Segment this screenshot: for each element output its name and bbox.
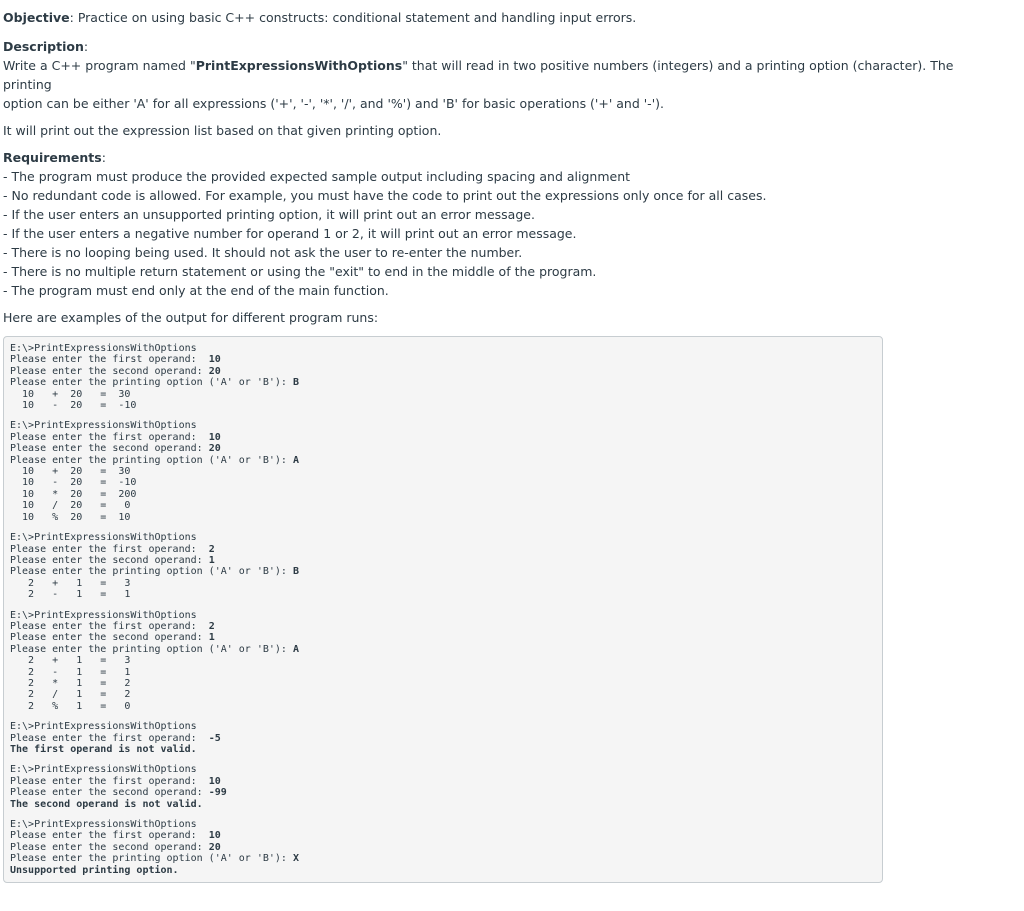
program-run: [10, 610, 882, 713]
console-line: Please enter the first operand: 2: [10, 543, 215, 555]
user-input-value: 20: [208, 365, 221, 377]
console-line: Please enter the printing option ('A' or 'B'): A: [10, 454, 299, 466]
objective-label: Objective: [3, 10, 70, 25]
program-run: [10, 764, 882, 810]
examples-intro: Here are examples of the output for different program runs:: [3, 310, 379, 325]
requirement-item: - There is no multiple return statement or using the "exit" to end in the middle of the program.: [3, 264, 597, 279]
console-line: 10 - 20 = -10: [10, 477, 137, 489]
console-line: E:\>PrintExpressionsWithOptions: [10, 819, 197, 831]
user-input-value: 2: [208, 620, 215, 632]
user-input-value: -99: [208, 787, 227, 799]
user-input-value: 20: [208, 841, 221, 853]
user-input-value: 2: [208, 543, 215, 555]
console-error-line: The first operand is not valid.: [10, 744, 197, 755]
console-error-line: Unsupported printing option.: [10, 864, 179, 876]
console-line: E:\>PrintExpressionsWithOptions: [10, 532, 197, 544]
console-line: 2 + 1 = 3: [10, 577, 131, 589]
console-line: Please enter the second operand: -99: [10, 787, 227, 799]
requirements-heading: Requirements:: [3, 150, 106, 165]
console-line: 10 / 20 = 0: [10, 500, 131, 512]
console-line: E:\>PrintExpressionsWithOptions: [10, 343, 197, 354]
user-input-value: -5: [208, 732, 221, 744]
user-input-value: A: [292, 454, 299, 466]
requirements-label: Requirements: [3, 150, 102, 165]
console-line: Please enter the second operand: 1: [10, 554, 215, 566]
user-input-value: 1: [208, 632, 215, 644]
description-line-2: option can be either 'A' for all expressions ('+', '-', '*', '/', and '%') and 'B' for basic operations ('+' and '-').: [3, 96, 664, 111]
program-run: [10, 343, 882, 411]
console-line: 10 + 20 = 30: [10, 466, 131, 478]
description-heading: Description:: [3, 39, 89, 54]
console-line: 2 - 1 = 1: [10, 666, 131, 678]
console-line: E:\>PrintExpressionsWithOptions: [10, 764, 197, 776]
description-label: Description: [3, 39, 84, 54]
console-line: 2 % 1 = 0: [10, 700, 131, 712]
user-input-value: 10: [208, 775, 221, 787]
console-line: Please enter the first operand: 10: [10, 775, 221, 787]
program-run: [10, 532, 882, 600]
user-input-value: 10: [208, 431, 221, 443]
user-input-value: 20: [208, 443, 221, 455]
requirement-item: - No redundant code is allowed. For example, you must have the code to print out the expressions only once for all cases.: [3, 188, 767, 203]
requirement-item: - The program must end only at the end of the main function.: [3, 283, 389, 298]
user-input-value: 1: [208, 554, 215, 566]
user-input-value: A: [292, 643, 299, 655]
console-line: Please enter the first operand: 10: [10, 354, 221, 366]
console-error-line: The second operand is not valid.: [10, 798, 203, 810]
console-line: Please enter the first operand: 2: [10, 620, 215, 632]
console-line: 2 * 1 = 2: [10, 677, 131, 689]
console-line: 10 - 20 = -10: [10, 400, 137, 412]
requirement-item: - If the user enters a negative number for operand 1 or 2, it will print out an error message.: [3, 226, 577, 241]
console-line: Please enter the printing option ('A' or 'B'): B: [10, 377, 299, 389]
console-line: 2 / 1 = 2: [10, 689, 131, 701]
console-line: E:\>PrintExpressionsWithOptions: [10, 609, 197, 621]
console-line: 2 + 1 = 3: [10, 655, 131, 667]
description-line-1: Write a C++ program named "PrintExpressionsWithOptions" that will read in two positive numbers (integers) and a printing option (character). The printing: [3, 58, 958, 92]
console-line: Please enter the printing option ('A' or 'B'): X: [10, 853, 299, 865]
console-line: Please enter the printing option ('A' or 'B'): B: [10, 566, 299, 578]
console-line: Please enter the first operand: 10: [10, 830, 221, 842]
console-line: Please enter the second operand: 1: [10, 632, 215, 644]
console-line: E:\>PrintExpressionsWithOptions: [10, 420, 197, 432]
description-line-3: It will print out the expression list based on that given printing option.: [3, 123, 442, 138]
objective-text: : Practice on using basic C++ constructs: conditional statement and handling input errors.: [69, 10, 637, 25]
objective-line: [3, 8, 1003, 27]
user-input-value: X: [292, 853, 299, 865]
console-line: Please enter the printing option ('A' or 'B'): A: [10, 643, 299, 655]
requirement-item: - There is no looping being used. It should not ask the user to re-enter the number.: [3, 245, 523, 260]
program-run: [10, 819, 882, 876]
console-line: Please enter the second operand: 20: [10, 443, 221, 455]
program-run: [10, 420, 882, 523]
program-name: PrintExpressionsWithOptions: [195, 58, 403, 73]
user-input-value: B: [292, 377, 299, 389]
user-input-value: B: [292, 566, 299, 578]
console-line: E:\>PrintExpressionsWithOptions: [10, 721, 197, 733]
console-line: Please enter the second operand: 20: [10, 841, 221, 853]
requirements-list: [3, 167, 1003, 300]
requirement-item: - If the user enters an unsupported printing option, it will print out an error message.: [3, 207, 535, 222]
console-line: 10 % 20 = 10: [10, 511, 131, 523]
user-input-value: 10: [208, 830, 221, 842]
console-line: 2 - 1 = 1: [10, 589, 131, 601]
console-line: 10 * 20 = 200: [10, 488, 137, 500]
console-line: Please enter the first operand: 10: [10, 431, 221, 443]
user-input-value: 10: [208, 354, 221, 366]
console-line: Please enter the first operand: -5: [10, 732, 221, 744]
console-line: Please enter the second operand: 20: [10, 365, 221, 377]
requirement-item: - The program must produce the provided expected sample output including spacing and alignment: [3, 169, 631, 184]
console-line: 10 + 20 = 30: [10, 388, 131, 400]
sample-output-block: [3, 336, 883, 883]
program-run: [10, 721, 882, 755]
